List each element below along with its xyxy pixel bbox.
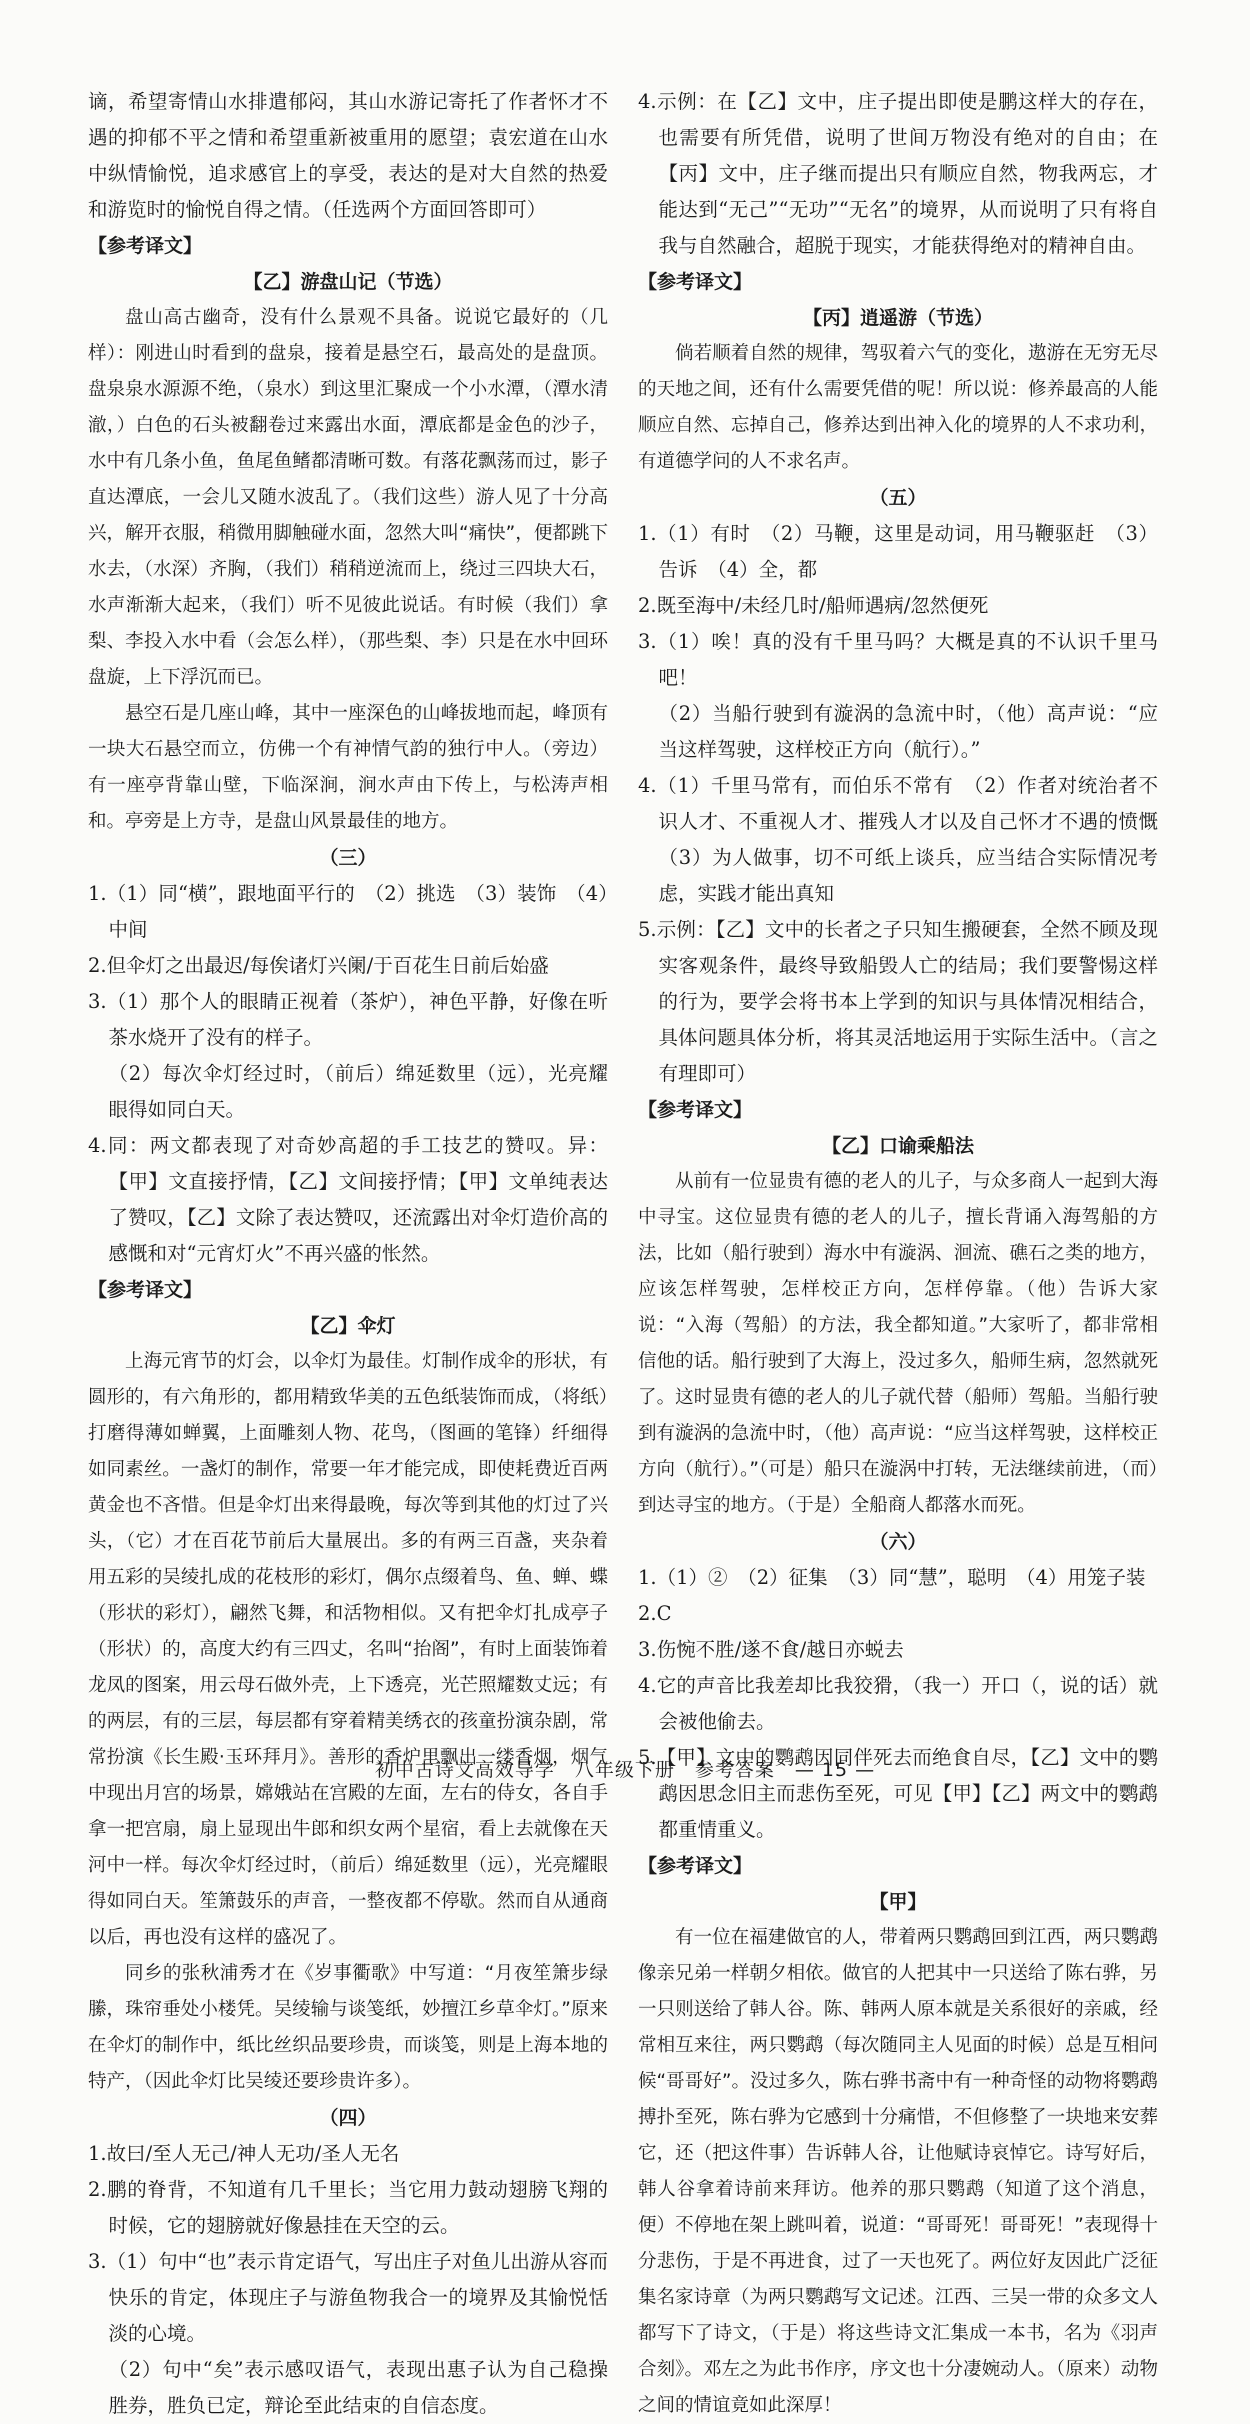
- answer-subitem: （2）句中“矣”表示感叹语气，表现出惠子认为自己稳操胜券，胜负已定，辩论至此结束的自信态度。: [108, 2358, 608, 2417]
- answer-item: 1.故曰/至人无己/神人无功/圣人无名: [88, 2142, 400, 2165]
- answer-item: 3.伤惋不胜/遂不食/越日亦蜕去: [638, 1638, 904, 1661]
- translation-title: 【甲】: [869, 1891, 927, 1913]
- answer-item: 3.（1）唉！真的没有千里马吗？大概是真的不认识千里马吧！: [638, 630, 1158, 689]
- translation-title: 【丙】逍遥游（节选）: [802, 307, 993, 329]
- answer-item: 4.示例：在【乙】文中，庄子提出即使是鹏这样大的存在，也需要有所凭借，说明了世间万物没有绝对的自由；在【丙】文中，庄子继而提出只有顺应自然，物我两忘，才能达到“无己”“无功”“无名”的境界，从而说明了只有将自我与自然融合，超脱于现实，才能获得绝对的精神自由。: [638, 90, 1158, 257]
- reference-translation-heading: 【参考译文】: [638, 1855, 753, 1877]
- reference-translation-heading: 【参考译文】: [638, 1099, 753, 1121]
- intro-paragraph: 谪，希望寄情山水排遣郁闷，其山水游记寄托了作者怀才不遇的抑郁不平之情和希望重新被重用的愿望；袁宏道在山水中纵情愉悦，追求感官上的享受，表达的是对大自然的热爱和游览时的愉悦自得之情。（任选两个方面回答即可）: [88, 90, 608, 221]
- section-heading-5: （五）: [869, 487, 927, 509]
- reference-translation-heading: 【参考译文】: [638, 271, 753, 293]
- answer-item: 1.（1）有时 （2）马鞭，这里是动词，用马鞭驱赶 （3）告诉 （4）全，都: [638, 522, 1158, 581]
- translation-paragraph: 从前有一位显贵有德的老人的儿子，与众多商人一起到大海中寻宝。这位显贵有德的老人的儿子，擅长背诵入海驾船的方法，比如（船行驶到）海水中有漩涡、洄流、礁石之类的地方，应该怎样驾驶，怎样校正方向，怎样停靠。（他）告诉大家说：“入海（驾船）的方法，我全都知道。”大家听了，都非常相信他的话。船行驶到了大海上，没过多久，船师生病，忽然就死了。这时显贵有德的老人的儿子就代替（船师）驾船。当船行驶到有漩涡的急流中时，（他）高声说：“应当这样驾驶，这样校正方向（航行）。”（可是）船只在漩涡中打转，无法继续前进，（而）到达寻宝的地方。（于是）全船商人都落水而死。: [638, 1171, 1158, 1516]
- answer-item: 2.C: [638, 1602, 672, 1625]
- answer-item: 4.（1）千里马常有，而伯乐不常有 （2）作者对统治者不识人才、不重视人才、摧残人才以及自己怀才不遇的愤慨 （3）为人做事，切不可纸上谈兵，应当结合实际情况考虑，实践才能出真知: [638, 774, 1178, 905]
- translation-paragraph: 盘山高古幽奇，没有什么景观不具备。说说它最好的（几样）：刚进山时看到的盘泉，接着是悬空石，最高处的是盘顶。盘泉泉水源源不绝，（泉水）到这里汇聚成一个小水潭，（潭水清澈，）白色的石头被翻卷过来露出水面，潭底都是金色的沙子，水中有几条小鱼，鱼尾鱼鳍都清晰可数。有落花飘荡而过，影子直达潭底，一会儿又随水波乱了。（我们这些）游人见了十分高兴，解开衣服，稍微用脚触碰水面，忽然大叫“痛快”，便都跳下水去，（水深）齐胸，（我们）稍稍逆流而上，绕过三四块大石，水声渐渐大起来，（我们）听不见彼此说话。有时候（我们）拿梨、李投入水中看（会怎么样），（那些梨、李）只是在水中回环盘旋，上下浮沉而已。: [88, 307, 608, 688]
- translation-paragraph: 有一位在福建做官的人，带着两只鹦鹉回到江西，两只鹦鹉像亲兄弟一样朝夕相依。做官的人把其中一只送给了陈右骅，另一只则送给了韩人谷。陈、韩两人原本就是关系很好的亲戚，经常相互来往，两只鹦鹉（每次随同主人见面的时候）总是互相问候“哥哥好”。没过多久，陈右骅书斋中有一种奇怪的动物将鹦鹉搏扑至死，陈右骅为它感到十分痛惜，不但修整了一块地来安葬它，还（把这件事）告诉韩人谷，让他赋诗哀悼它。诗写好后，韩人谷拿着诗前来拜访。他养的那只鹦鹉（知道了这个消息，便）不停地在架上跳叫着，说道：“哥哥死！哥哥死！”表现得十分悲伤，于是不再进食，过了一天也死了。两位好友因此广泛征集名家诗章（为两只鹦鹉写文记述。江西、三吴一带的众多文人都写下了诗文，（于是）将这些诗文汇集成一本书，名为《羽声合刻》。邓左之为此书作序，序文也十分凄婉动人。（原来）动物之间的情谊竟如此深厚！: [638, 1927, 1158, 2416]
- translation-title: 【乙】伞灯: [300, 1315, 396, 1337]
- answer-item: 1.（1）同“横”，跟地面平行的 （2）挑选 （3）装饰 （4）中间: [88, 882, 608, 941]
- page-footer: 初中古诗文高效导学 八年级下册 参考答案 — 15 —: [374, 1759, 876, 1781]
- right-column: [638, 84, 1178, 2424]
- answer-item: 2.鹏的脊背，不知道有几千里长；当它用力鼓动翅膀飞翔的时候，它的翅膀就好像悬挂在天空的云。: [88, 2178, 608, 2237]
- translation-paragraph: 同乡的张秋浦秀才在《岁事衢歌》中写道：“月夜笙箫步绿縢，珠帘垂处小楼凭。吴绫输与谈笺纸，妙擅江乡草伞灯。”原来在伞灯的制作中，纸比丝织品要珍贵，而谈笺，则是上海本地的特产，（因此伞灯比吴绫还要珍贵许多）。: [88, 1963, 608, 2092]
- reference-translation-heading: 【参考译文】: [88, 235, 203, 257]
- answer-item: 3.（1）那个人的眼睛正视着（茶炉），神色平静，好像在听茶水烧开了没有的样子。: [88, 990, 608, 1049]
- section-heading-4: （四）: [319, 2107, 377, 2129]
- translation-paragraph: 倘若顺着自然的规律，驾驭着六气的变化，遨游在无穷无尽的天地之间，还有什么需要凭借的呢！所以说：修养最高的人能顺应自然、忘掉自己，修养达到出神入化的境界的人不求功利，有道德学问的人不求名声。: [638, 343, 1158, 472]
- section-heading-6: （六）: [869, 1531, 927, 1553]
- answer-item: 3.（1）句中“也”表示肯定语气，写出庄子对鱼儿出游从容而快乐的肯定，体现庄子与游鱼物我合一的境界及其愉悦恬淡的心境。: [88, 2250, 608, 2345]
- translation-title: 【乙】游盘山记（节选）: [243, 271, 453, 293]
- translation-paragraph: 上海元宵节的灯会，以伞灯为最佳。灯制作成伞的形状，有圆形的，有六角形的，都用精致华美的五色纸装饰而成，（将纸）打磨得薄如蝉翼，上面雕刻人物、花鸟，（图画的笔锋）纤细得如同素丝。一盏灯的制作，常要一年才能完成，即使耗费近百两黄金也不吝惜。但是伞灯出来得最晚，每次等到其他的灯过了兴头，（它）才在百花节前后大量展出。多的有两三百盏，夹杂着用五彩的吴绫扎成的花枝形的彩灯，偶尔点缀着鸟、鱼、蝉、蝶（形状的彩灯），翩然飞舞，和活物相似。又有把伞灯扎成亭子（形状）的，高度大约有三四丈，名叫“抬阁”，有时上面装饰着龙凤的图案，用云母石做外壳，上下透亮，光芒照耀数丈远；有的两层，有的三层，每层都有穿着精美绣衣的孩童扮演杂剧，常常扮演《长生殿·玉环拜月》。善形的香炉里飘出一缕香烟，烟气中现出月宫的场景，嫦娥站在宫殿的左面，左右的侍女，各自手拿一把宫扇，扇上显现出牛郎和织女两个星宿，看上去就像在天河中一样。每次伞灯经过时，（前后）绵延数里（远），光亮耀眼得如同白天。笙箫鼓乐的声音，一整夜都不停歇。然而自从通商以后，再也没有这样的盛况了。: [88, 1351, 608, 1948]
- answer-item: 4.它的声音比我差却比我狡猾，（我一）开口（，说的话）就会被他偷去。: [638, 1674, 1158, 1733]
- translation-paragraph: 悬空石是几座山峰，其中一座深色的山峰拔地而起，峰顶有一块大石悬空而立，仿佛一个有神情气韵的独行中人。（旁边）有一座亭背靠山壁，下临深涧，涧水声由下传上，与松涛声相和。亭旁是上方寺，是盘山风景最佳的地方。: [88, 703, 608, 832]
- answer-subitem: （2）每次伞灯经过时，（前后）绵延数里（远），光亮耀眼得如同白天。: [108, 1062, 608, 1121]
- answer-item: 5.【甲】文中的鹦鹉因同伴死去而绝食自尽，【乙】文中的鹦鹉因思念旧主而悲伤至死，可见【甲】【乙】两文中的鹦鹉都重情重义。: [638, 1746, 1158, 1841]
- answer-item: 1.（1）② （2）征集 （3）同“慧”，聪明 （4）用笼子装: [638, 1566, 1146, 1589]
- answer-item: 5.示例：【乙】文中的长者之子只知生搬硬套，全然不顾及现实客观条件，最终导致船毁人亡的结局；我们要警惕这样的行为，要学会将书本上学到的知识与具体情况相结合，具体问题具体分析，将其灵活地运用于实际生活中。（言之有理即可）: [638, 918, 1158, 1085]
- reference-translation-heading: 【参考译文】: [88, 1279, 203, 1301]
- section-heading-3: （三）: [319, 847, 377, 869]
- answer-item: 2.既至海中/未经几时/船师遇病/忽然便死: [638, 594, 989, 617]
- answer-item: 2.但伞灯之出最迟/每俟诸灯兴阑/于百花生日前后始盛: [88, 954, 549, 977]
- answer-subitem: （2）当船行驶到有漩涡的急流中时，（他）高声说：“应当这样驾驶，这样校正方向（航行）。”: [658, 702, 1158, 761]
- translation-title: 【乙】口谕乘船法: [821, 1135, 974, 1157]
- left-column: [88, 84, 608, 2424]
- answer-item: 4.同：两文都表现了对奇妙高超的手工技艺的赞叹。异：【甲】文直接抒情，【乙】文间接抒情；【甲】文单纯表达了赞叹，【乙】文除了表达赞叹，还流露出对伞灯造价高的感慨和对“元宵灯火”不再兴盛的怅然。: [88, 1134, 608, 1265]
